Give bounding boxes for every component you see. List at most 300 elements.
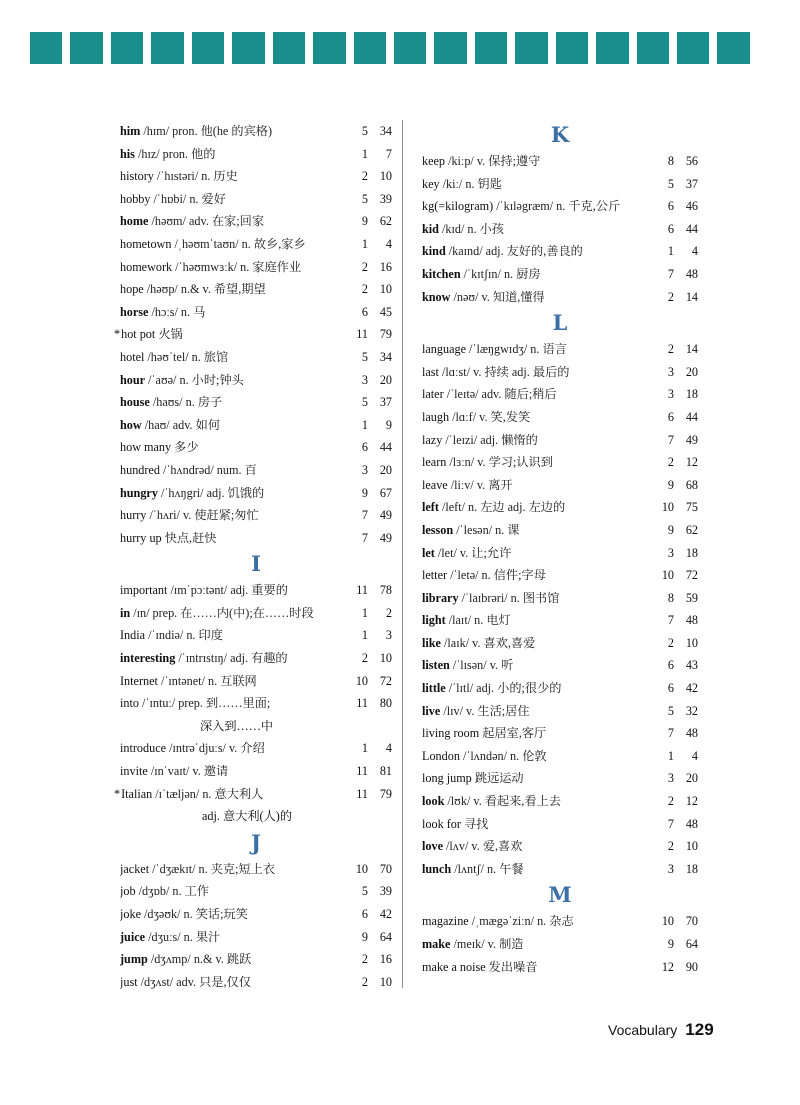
entry-word: later (422, 387, 444, 402)
letter-heading-l: L (552, 310, 568, 336)
entry-definition: /dʒuːs/ n. 果汁 (145, 929, 221, 944)
entry-page: 44 (379, 440, 392, 455)
entry-definition: 发出噪音 (485, 959, 538, 974)
entry-word: hurry (120, 508, 147, 523)
entry-unit: 6 (667, 409, 674, 424)
entry-unit: 5 (667, 703, 674, 718)
entry-page: 4 (385, 741, 392, 756)
entry-word: keep (422, 154, 446, 168)
entry-page: 39 (379, 884, 392, 899)
entry-unit: 1 (361, 605, 368, 620)
band-block (677, 32, 709, 64)
h-entries (120, 120, 392, 549)
entry-word: invite (120, 764, 148, 779)
entry-text (422, 858, 650, 881)
entry-unit: 10 (355, 673, 368, 688)
entry-word: long jump (422, 771, 472, 786)
entry-unit: 10 (661, 500, 674, 515)
entry-text (120, 647, 344, 670)
entry-text (422, 150, 650, 173)
entry-text (422, 835, 650, 858)
vocab-entry (422, 218, 698, 241)
entry-unit: 9 (667, 522, 674, 537)
entry-text (422, 609, 650, 632)
vocab-entry (120, 482, 392, 505)
vocab-entry (422, 632, 698, 655)
vocab-entry (120, 165, 392, 188)
entry-page: 62 (379, 214, 392, 229)
entry-definition: /həʊp/ n.& v. 希望,期望 (143, 282, 266, 297)
entry-unit: 9 (361, 929, 368, 944)
vocab-entry (120, 647, 392, 670)
entry-text (120, 482, 344, 505)
entry-definition: /ˌhəʊmˈtaʊn/ n. 故乡,家乡 (171, 236, 306, 251)
vocab-entry (422, 564, 698, 587)
entry-text (120, 527, 344, 550)
entry-page: 67 (379, 485, 392, 500)
entry-definition: /meɪk/ v. 制造 (450, 937, 524, 951)
entry-word: leave (422, 477, 448, 492)
entry-text (422, 383, 650, 406)
vocabulary-column-left (120, 120, 392, 993)
entry-definition: /ɪntrəˈdjuːs/ v. 介绍 (166, 741, 265, 756)
entry-definition: /ˈlɪsən/ v. 听 (449, 658, 514, 673)
entry-text (422, 933, 650, 956)
entry-word: hungry (120, 485, 158, 500)
entry-definition: 火锅 (155, 327, 183, 342)
vocab-entry (114, 323, 392, 346)
entry-text (120, 692, 344, 715)
band-block (717, 32, 749, 64)
entry-unit: 9 (667, 937, 674, 951)
entry-word: joke (120, 907, 141, 921)
entry-unit: 5 (361, 349, 368, 364)
vocab-entry (422, 654, 698, 677)
entry-page: 48 (685, 266, 698, 281)
entry-text (422, 587, 650, 610)
vocab-entry (422, 519, 698, 542)
entry-text (120, 188, 344, 211)
entry-unit: 1 (361, 417, 368, 432)
entry-unit: 6 (667, 681, 674, 696)
entry-word: homework (120, 259, 173, 274)
entry-word: him (120, 124, 141, 138)
entry-word: hope (120, 282, 144, 297)
entry-definition: /ˈɪntrɪstɪŋ/ adj. 有趣的 (175, 651, 288, 666)
entry-text (422, 240, 650, 263)
entry-page: 4 (691, 244, 698, 259)
entry-page: 39 (379, 191, 392, 206)
entry-word: hundred (120, 462, 160, 477)
entry-word: lazy (422, 432, 443, 447)
entry-text (422, 263, 650, 286)
entry-definition: 寻找 (460, 816, 489, 831)
entry-definition: /hɪz/ pron. 他的 (134, 146, 216, 161)
entry-text (422, 195, 650, 218)
entry-word: juice (120, 929, 146, 944)
vocab-entry (120, 971, 392, 994)
entry-unit: 7 (667, 816, 674, 831)
entry-word: look for (422, 816, 461, 831)
vocab-entry (422, 451, 698, 474)
entry-unit: 11 (356, 696, 368, 711)
entry-text (120, 436, 344, 459)
entry-definition: /lʌntʃ/ n. 午餐 (451, 861, 524, 876)
entry-word: know (422, 289, 451, 304)
vocab-entry (120, 737, 392, 760)
entry-word: key (422, 176, 440, 191)
entry-word: job (120, 884, 136, 899)
band-block (151, 32, 183, 64)
vocab-entry (422, 700, 698, 723)
vocab-entry (422, 677, 698, 700)
vocab-entry (120, 760, 392, 783)
entry-page: 20 (685, 771, 698, 786)
entry-page: 34 (379, 124, 392, 138)
band-block (475, 32, 507, 64)
entry-unit: 1 (361, 146, 368, 161)
vocab-entry (120, 926, 392, 949)
entry-unit: 2 (667, 839, 674, 854)
entry-definition: /ˈletə/ n. 信件;字母 (447, 568, 546, 583)
vocab-entry (422, 338, 698, 361)
entry-page: 14 (685, 289, 698, 304)
entry-unit: 1 (361, 741, 368, 756)
entry-unit: 12 (661, 959, 674, 974)
entry-definition: /haʊ/ adv. 如何 (141, 417, 221, 432)
entry-text (422, 767, 650, 790)
entry-definition: /ˈlæŋgwɪdʒ/ n. 语言 (466, 342, 567, 357)
letter-heading-k: K (550, 122, 570, 147)
entry-definition: /left/ n. 左边 adj. 左边的 (438, 500, 566, 515)
entry-unit: 2 (361, 169, 368, 184)
entry-word: kid (422, 221, 439, 236)
vocab-entry (120, 301, 392, 324)
j-entries (120, 858, 392, 994)
band-block (515, 32, 547, 64)
entry-word: make a noise (422, 959, 486, 974)
entry-page: 80 (379, 696, 392, 711)
entry-page: 43 (685, 658, 698, 673)
entry-definition: /haʊs/ n. 房子 (149, 395, 223, 410)
entry-text (120, 760, 344, 783)
vocab-entry (120, 858, 392, 881)
entry-word: kg(=kilogram) (422, 199, 494, 214)
vocab-entry (422, 767, 698, 790)
entry-word: little (422, 681, 446, 696)
band-block (556, 32, 588, 64)
entry-word: how (120, 417, 142, 432)
entry-definition: /dʒɒb/ n. 工作 (135, 884, 209, 899)
entry-text (422, 813, 650, 836)
vocabulary-column-right (422, 120, 698, 978)
vocab-entry (422, 429, 698, 452)
entry-word: in (120, 605, 131, 620)
band-block (434, 32, 466, 64)
vocab-entry (422, 609, 698, 632)
entry-text (422, 361, 650, 384)
entry-page: 3 (385, 628, 392, 643)
entry-unit: 5 (361, 884, 368, 899)
entry-text (422, 564, 650, 587)
entry-unit: 3 (667, 387, 674, 402)
entry-page: 10 (379, 651, 392, 666)
entry-word: Internet (120, 673, 158, 688)
entry-unit: 7 (667, 432, 674, 447)
entry-page: 46 (685, 199, 698, 214)
band-block (394, 32, 426, 64)
letter-heading-j: J (251, 829, 261, 855)
entry-page: 18 (685, 387, 698, 402)
band-block (354, 32, 386, 64)
vocab-entry (422, 790, 698, 813)
entry-text (120, 143, 344, 166)
vocab-entry (422, 286, 698, 309)
entry-text (422, 745, 650, 768)
entry-text (422, 956, 650, 979)
entry-word: learn (422, 455, 447, 470)
entry-word: just (120, 974, 138, 989)
entry-word: jump (120, 952, 148, 967)
entry-text (422, 286, 650, 309)
entry-text (120, 346, 344, 369)
entry-definition: /hɔːs/ n. 马 (148, 304, 206, 319)
entry-definition: /liːv/ v. 离开 (447, 477, 513, 492)
entry-page: 16 (379, 952, 392, 967)
entry-word: hotel (120, 349, 145, 364)
entry-page: 34 (379, 349, 392, 364)
entry-text (120, 624, 344, 647)
i-entries (120, 737, 392, 805)
entry-definition: /ˈhʌŋgri/ adj. 饥饿的 (157, 485, 265, 500)
entry-text (422, 451, 650, 474)
entry-unit: 1 (667, 748, 674, 763)
entry-page: 7 (385, 146, 392, 161)
entry-word: hot pot (121, 327, 156, 342)
entry-word: kind (422, 244, 446, 259)
vocab-entry (120, 346, 392, 369)
entry-unit: 2 (667, 289, 674, 304)
entry-continuation: 深入到……中 (200, 718, 274, 733)
entry-definition: /ˈlʌndən/ n. 伦敦 (459, 748, 547, 763)
entry-definition: /dʒʌmp/ n.& v. 跳跃 (147, 952, 252, 967)
entry-word: left (422, 500, 439, 515)
column-divider (402, 120, 403, 988)
entry-text (422, 632, 650, 655)
entry-text (422, 519, 650, 542)
entry-page: 49 (379, 530, 392, 545)
entry-page: 42 (379, 907, 392, 921)
entry-page: 20 (685, 364, 698, 379)
vocab-entry (422, 813, 698, 836)
entry-definition: /kɪd/ n. 小孩 (438, 221, 504, 236)
entry-page: 10 (379, 282, 392, 297)
entry-definition: /dʒəʊk/ n. 笑话;玩笑 (140, 907, 248, 921)
vocab-entry (120, 414, 392, 437)
entry-page: 20 (379, 372, 392, 387)
entry-text (120, 858, 344, 881)
entry-unit: 2 (361, 651, 368, 666)
entry-text (120, 579, 344, 602)
entry-continuation: adj. 意大利(人)的 (202, 809, 293, 824)
entry-page: 10 (685, 635, 698, 650)
entry-page: 20 (379, 462, 392, 477)
footer-label: Vocabulary (608, 1022, 678, 1038)
entry-page: 78 (379, 583, 392, 598)
entry-word: Italian (121, 786, 153, 801)
vocab-entry (120, 278, 392, 301)
k-entries (422, 150, 698, 308)
entry-page: 42 (685, 681, 698, 696)
entry-unit: 3 (667, 771, 674, 786)
entry-unit: 1 (361, 236, 368, 251)
entry-definition: /ˈhʌndrəd/ num. 百 (159, 462, 257, 477)
vocab-entry (422, 474, 698, 497)
entry-text (120, 414, 344, 437)
entry-definition: /ˈlesən/ n. 课 (453, 522, 520, 537)
entry-unit: 11 (356, 786, 368, 801)
entry-word: make (422, 937, 451, 951)
entry-word: laugh (422, 409, 450, 424)
entry-page: 4 (691, 748, 698, 763)
entry-page: 18 (685, 545, 698, 560)
entry-unit: 2 (667, 794, 674, 809)
vocab-entry (422, 496, 698, 519)
entry-page: 16 (379, 259, 392, 274)
entry-definition: /lʌv/ v. 爱,喜欢 (442, 839, 523, 854)
vocab-entry (120, 143, 392, 166)
entry-page: 37 (379, 395, 392, 410)
entry-definition: /lɑːst/ v. 持续 adj. 最后的 (438, 364, 570, 379)
entry-text (114, 323, 344, 346)
entry-page: 32 (685, 703, 698, 718)
band-block (192, 32, 224, 64)
entry-page: 79 (379, 327, 392, 342)
vocab-entry (422, 361, 698, 384)
vocab-entry (120, 210, 392, 233)
entry-page: 4 (385, 236, 392, 251)
entry-unit: 7 (361, 508, 368, 523)
entry-definition: /ˈhɪstəri/ n. 历史 (153, 169, 238, 184)
header-color-band (30, 32, 750, 64)
entry-page: 45 (379, 304, 392, 319)
entry-page: 37 (685, 176, 698, 191)
vocab-entry (422, 858, 698, 881)
entry-word: library (422, 590, 459, 605)
vocab-entry (120, 436, 392, 459)
m-entries (422, 910, 698, 978)
entry-word: hometown (120, 236, 172, 251)
entry-definition: /ˈhəʊmwɜːk/ n. 家庭作业 (172, 259, 302, 274)
i-entries (120, 579, 392, 715)
entry-definition: /ˈɪntuː/ prep. 到……里面; (138, 696, 271, 711)
entry-page: 68 (685, 477, 698, 492)
entry-page: 14 (685, 342, 698, 357)
entry-text (422, 496, 650, 519)
entry-page: 49 (685, 432, 698, 447)
entry-page: 18 (685, 861, 698, 876)
entry-unit: 10 (661, 568, 674, 583)
entry-definition: /nəʊ/ v. 知道,懂得 (450, 289, 545, 304)
entry-definition: /lɑːf/ v. 笑,发笑 (449, 409, 531, 424)
vocab-entry (422, 263, 698, 286)
entry-unit: 3 (361, 462, 368, 477)
entry-unit: 7 (361, 530, 368, 545)
entry-word: like (422, 635, 441, 650)
entry-word: his (120, 146, 135, 161)
entry-unit: 7 (667, 613, 674, 628)
entry-text (120, 948, 344, 971)
entry-unit: 8 (667, 590, 674, 605)
entry-definition: /lʊk/ v. 看起来,看上去 (444, 794, 561, 809)
entry-unit: 2 (361, 259, 368, 274)
entry-word: kitchen (422, 266, 461, 281)
vocab-entry (120, 602, 392, 625)
entry-text (422, 910, 650, 933)
band-block (313, 32, 345, 64)
vocab-entry (120, 527, 392, 550)
entry-text (422, 429, 650, 452)
letter-heading-i: I (251, 551, 261, 577)
entry-page: 12 (685, 794, 698, 809)
entry-page: 9 (385, 417, 392, 432)
entry-definition: /ˈleɪzi/ adj. 懒惰的 (442, 432, 538, 447)
entry-word: interesting (120, 651, 176, 666)
vocab-entry (120, 903, 392, 926)
vocab-entry (422, 910, 698, 933)
entry-page: 70 (685, 914, 698, 929)
entry-unit: 6 (361, 907, 368, 921)
entry-word: light (422, 613, 446, 628)
letter-heading-m: M (548, 882, 572, 908)
entry-word: hobby (120, 191, 151, 206)
band-block (70, 32, 102, 64)
entry-text (422, 790, 650, 813)
entry-unit: 6 (667, 199, 674, 214)
entry-unit: 11 (356, 764, 368, 779)
entry-text (120, 210, 344, 233)
entry-text (422, 406, 650, 429)
entry-text (120, 903, 344, 926)
entry-word: listen (422, 658, 450, 673)
entry-word: lunch (422, 861, 452, 876)
entry-definition: /ˈɪndiə/ n. 印度 (145, 628, 223, 643)
entry-word: letter (422, 568, 448, 583)
entry-text (422, 654, 650, 677)
entry-definition: /ɪnˈvaɪt/ v. 邀请 (147, 764, 229, 779)
vocab-entry (422, 722, 698, 745)
l-entries (422, 338, 698, 880)
entry-definition: /ˈkɪləgræm/ n. 千克,公斤 (493, 199, 621, 214)
entry-text (120, 459, 344, 482)
page-number: 129 (685, 1020, 714, 1039)
entry-definition: /ɪn/ prep. 在……内(中);在……时段 (130, 605, 314, 620)
vocab-entry (422, 835, 698, 858)
entry-definition: /laɪk/ v. 喜欢,喜爱 (440, 635, 536, 650)
entry-text (422, 474, 650, 497)
entry-word: London (422, 748, 460, 763)
entry-definition: /let/ v. 让;允许 (434, 545, 512, 560)
entry-text (422, 218, 650, 241)
entry-page: 48 (685, 726, 698, 741)
entry-definition: 多少 (171, 440, 199, 455)
entry-word: last (422, 364, 439, 379)
entry-text (422, 677, 650, 700)
entry-text (120, 301, 344, 324)
entry-page: 48 (685, 613, 698, 628)
vocab-entry (120, 369, 392, 392)
entry-text (120, 165, 344, 188)
